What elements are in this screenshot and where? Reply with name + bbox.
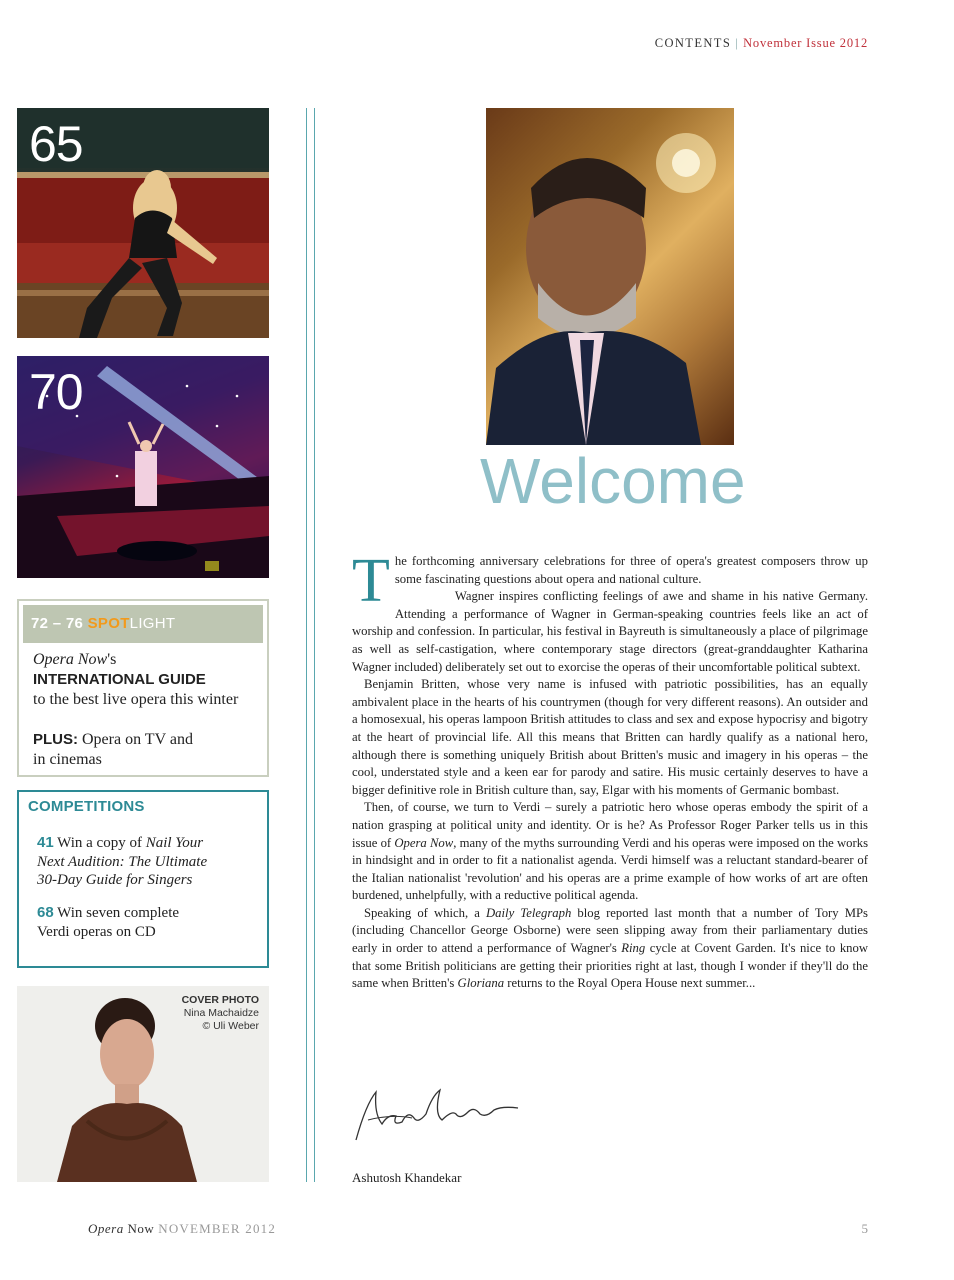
guide-subtitle: to the best live opera this winter (33, 691, 239, 708)
footer-masthead (88, 1221, 276, 1237)
paragraph-5 (352, 905, 868, 993)
paragraph-5-part-d: returns to the Royal Opera House next summer... (507, 976, 756, 991)
competitions-box[interactable] (17, 790, 269, 968)
spotlight-text (33, 650, 238, 770)
spotlight-box[interactable] (17, 599, 269, 777)
magazine-title-italic: Opera Now (394, 835, 454, 850)
cover-name: Nina Machaidze (183, 1007, 259, 1019)
spotlight-light: LIGHT (129, 615, 176, 632)
cover-photo[interactable] (17, 986, 269, 1182)
section-label: CONTENTS (654, 36, 732, 50)
author-name: Ashutosh Khandekar (352, 1170, 462, 1185)
photo-page-70[interactable] (17, 356, 269, 578)
photo-page-65[interactable] (17, 108, 269, 338)
paragraph-5-part-a: Speaking of which, a (364, 905, 480, 920)
book-title-line-1: Nail Your (145, 835, 204, 851)
spotlight-spot: SPOT (87, 615, 130, 632)
paragraph-3: Benjamin Britten, whose very name is infused with patriotic possibilities, has an equally ambivalent place in the hearts of his countrymen (though for very different reasons). An outsider and a homosexual, his operas lampoon British attitudes to class and sex and expose hypocrisy and bigotry at the heart of provincial life. All this means that Britten can hardly qualify as a national hero, although there is something uniquely British about Britten's music and imagery in his operas – the cool, understated style and a keen ear for parody and satire. His music certainly deserves to have a bigger definitive role in British culture than, say, Elgar with his moments of Germanic bombast. (352, 677, 868, 797)
running-header (655, 36, 868, 51)
paragraph-5-part-b: blog reported last month that a number of Tory MPs (including Chancellor George Osborne) were seen slipping away from their parliamentary duties early in order to attend a performance of Wagner's (352, 905, 868, 956)
paragraph-4 (352, 799, 868, 905)
book-title-line-2: Next Audition: The Ultimate (37, 853, 208, 870)
paragraph-1 (352, 547, 868, 615)
competition-lead: Win a copy of (57, 835, 142, 851)
newspaper-title-italic: Daily Telegraph (486, 905, 572, 920)
paragraph-1-text: he forthcoming anniversary celebrations for three of opera's greatest composers throw up some fascinating questions about opera and national culture. (394, 554, 868, 586)
competition-item-68[interactable] (37, 904, 179, 941)
issue-label: November Issue 2012 (743, 36, 868, 50)
paragraph-4-part-b: , many of the myths surrounding Verdi and his operas were imposed on the works in hindsight and in order to fit a nationalist agenda. Verdi himself was a reluctant standard-bearer of the Italian nationalist 'revolution' and his operas are a prime example of how works of art are often burdened, unhelpfully, with a reductive political agenda. (352, 835, 869, 903)
page-number: 5 (861, 1221, 868, 1236)
magazine-name: Opera Now (33, 651, 108, 668)
competition-item-41[interactable] (37, 834, 207, 890)
signature (352, 1084, 532, 1151)
footer-issue: NOVEMBER 2012 (158, 1221, 277, 1236)
footer-opera: Opera (88, 1221, 124, 1236)
competition-page-68: 68 (37, 904, 54, 921)
magazine-possessive: 's (107, 651, 117, 668)
plus-line-2: in cinemas (33, 751, 102, 768)
welcome-heading: Welcome (480, 445, 746, 517)
column-rule-right (314, 108, 315, 1182)
footer-now: Now (127, 1221, 155, 1236)
competition-68-line-1: Win seven complete (57, 905, 180, 921)
column-rule-left (306, 108, 307, 1182)
competitions-title: COMPETITIONS (28, 798, 145, 815)
ring-title-italic: Ring (621, 941, 646, 956)
plus-label: PLUS: (33, 731, 78, 748)
competition-page-41: 41 (37, 834, 54, 851)
cover-label: COVER PHOTO (181, 994, 259, 1006)
spotlight-bar (23, 605, 263, 643)
editor-portrait[interactable] (486, 108, 734, 445)
signature-icon (352, 1084, 532, 1146)
cover-credit (182, 994, 259, 1033)
guide-title: INTERNATIONAL GUIDE (33, 671, 206, 688)
page-number-65: 65 (29, 116, 83, 172)
paragraph-4-part-a: Then, of course, we turn to Verdi – surely a patriotic hero whose operas embody the spirit of a nation grasping at political unity and identity. Or is he? As Professor Roger Parker tells us in this issue of (352, 800, 868, 850)
paragraph-5-part-c: cycle at Covent Garden. It's nice to know that some British politicians are getting their priorities right at last, though I wonder if they'll do the same when Britten's (352, 941, 869, 991)
book-title-line-3: 30-Day Guide for Singers (37, 872, 193, 888)
competition-68-line-2: Verdi operas on CD (37, 923, 156, 940)
editor-portrait-illustration (486, 108, 734, 445)
plus-line-1: Opera on TV and (82, 731, 193, 748)
gloriana-title-italic: Gloriana (457, 976, 505, 991)
spotlight-pages: 72 – 76 (31, 615, 84, 632)
drop-cap: T (352, 547, 390, 615)
editorial-article (352, 547, 869, 993)
paragraph-2: Wagner inspires conflicting feelings of awe and shame in his native Germany. Attending a performance of Wagner in German-speaking countries feels like an act of worship and confession. In particular, his festival in Bayreuth is simultaneously a place of pilgrimage as well as self-castigation, where contemporary stage directors (great-granddaughter Katharina Wagner included) deliberately set out to exorcise the operas of their uncomfortable political subtext. (352, 589, 868, 674)
page-number-70: 70 (29, 364, 83, 420)
header-separator: | (735, 36, 740, 50)
cover-photographer: © Uli Weber (202, 1020, 259, 1032)
